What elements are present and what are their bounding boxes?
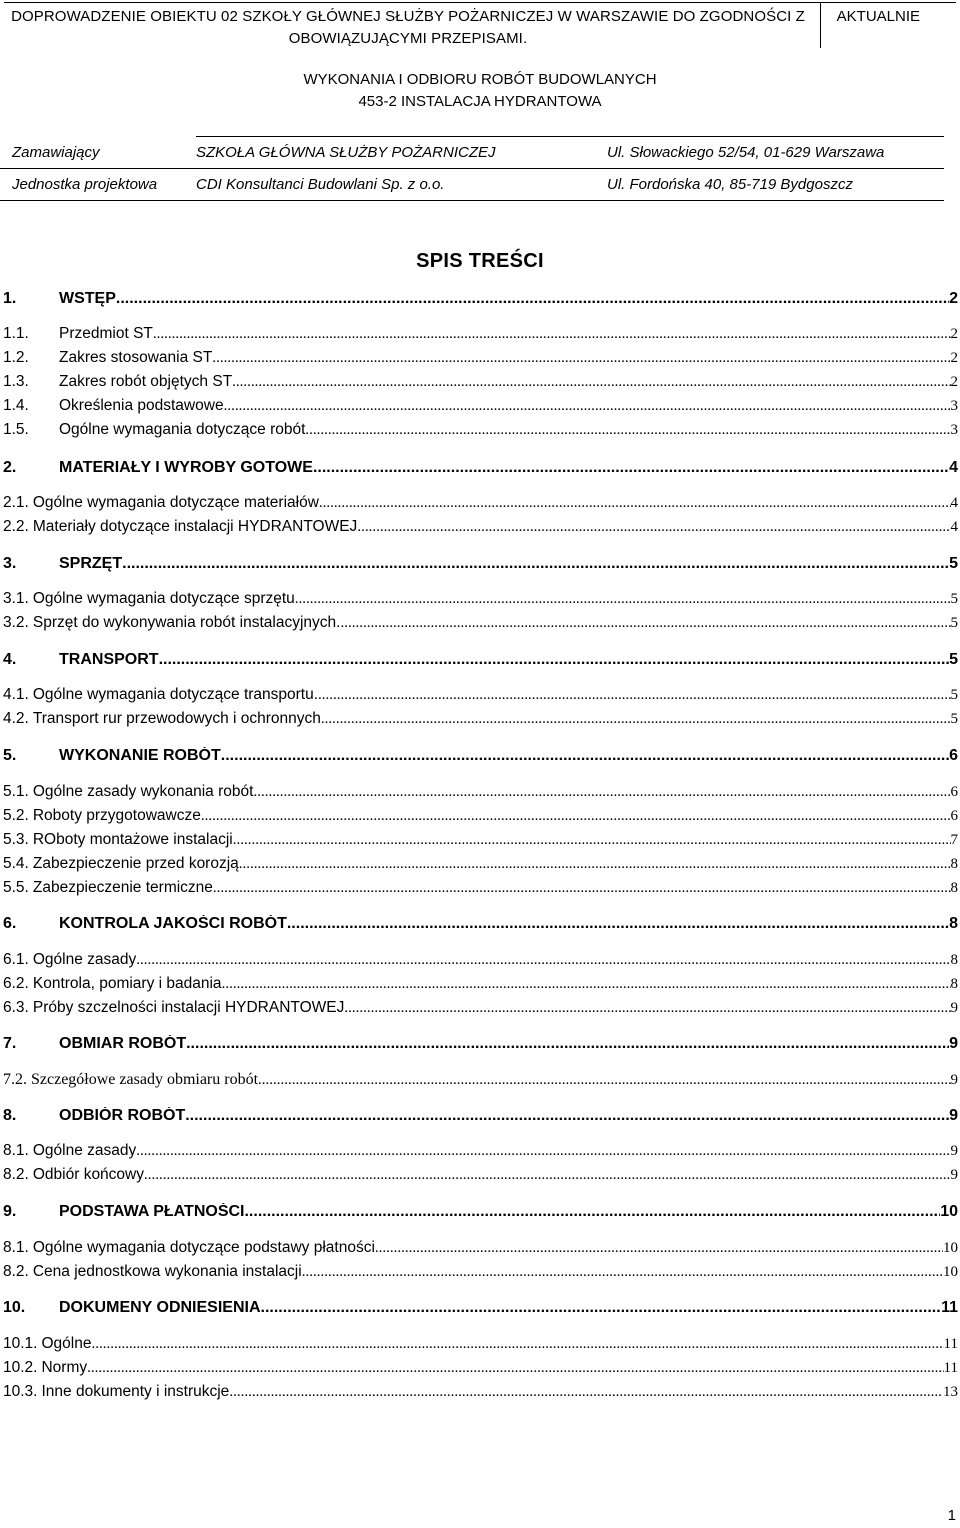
toc-entry[interactable] [3, 686, 958, 708]
toc-num: 6.3. [3, 999, 29, 1016]
toc-leader [221, 747, 949, 765]
toc-entry[interactable] [3, 975, 958, 997]
toc-page: 3 [950, 398, 958, 414]
toc-text: Cena jednostkowa wykonania instalacji [32, 1263, 302, 1280]
toc-leader [305, 422, 950, 439]
status-label: AKTUALNIE [836, 8, 920, 25]
toc-leader [340, 615, 950, 632]
toc-page: 6 [949, 747, 958, 764]
toc-text: Ogólne zasady [32, 1142, 137, 1159]
toc-text: WYKONANIE ROBÓT [59, 747, 221, 764]
toc-leader [232, 374, 950, 391]
toc-num: 8.1. [3, 1142, 29, 1159]
toc-leader [253, 784, 950, 801]
toc-num: 2.2. [3, 518, 29, 535]
toc-text: Inne dokumenty i instrukcje [41, 1383, 230, 1400]
toc-text: SPRZĘT [59, 555, 123, 572]
toc-text: Roboty przygotowawcze [32, 807, 201, 824]
toc-entry[interactable] [3, 915, 958, 937]
info-rule-bottom [0, 200, 944, 201]
toc-text: Określenia podstawowe [59, 397, 224, 414]
toc-leader [229, 1384, 943, 1401]
toc-title: SPIS TREŚCI [416, 250, 544, 272]
toc-page: 9 [949, 1035, 958, 1052]
toc-leader [357, 519, 950, 536]
toc-text: Zabezpieczenie przed korozją [32, 855, 239, 872]
toc-leader [185, 1107, 949, 1125]
header-top-rule [4, 2, 956, 3]
toc-text: ROboty montażowe instalacji [32, 831, 233, 848]
document-header [0, 0, 960, 50]
toc-leader [87, 1360, 943, 1377]
toc-leader [344, 1000, 950, 1017]
toc-entry[interactable] [3, 1383, 958, 1405]
toc-page: 8 [950, 880, 958, 896]
toc-leader [239, 856, 951, 873]
toc-entry[interactable] [3, 831, 958, 853]
toc-num: 1. [3, 290, 17, 307]
header-divider [820, 2, 821, 48]
toc-entry[interactable] [3, 1071, 958, 1093]
toc-text: Szczegółowe zasady obmiaru robót [31, 1071, 259, 1088]
toc-page: 4 [950, 519, 958, 535]
toc-entry[interactable] [3, 747, 958, 769]
toc-entry[interactable] [3, 421, 958, 443]
toc-text: Ogólne zasady [32, 951, 137, 968]
toc-page: 8 [950, 856, 958, 872]
toc-text: OBMIAR ROBÓT [59, 1035, 187, 1052]
toc-leader [224, 398, 951, 415]
toc-entry[interactable] [3, 290, 958, 312]
client-name: SZKOŁA GŁÓWNA SŁUŻBY POŻARNICZEJ [196, 144, 496, 161]
toc-page: 6 [950, 808, 958, 824]
toc-leader [136, 952, 950, 969]
toc-entry[interactable] [3, 951, 958, 973]
toc-leader [91, 1336, 943, 1353]
toc-num: 5.3. [3, 831, 29, 848]
document-title: DOPROWADZENIE OBIEKTU 02 SZKOŁY GŁÓWNEJ SŁUŻBY POŻARNICZEJ W WARSZAWIE DO ZGODNOŚCI Z OBOWIĄZUJĄCYMI PRZEPISAMI. [11, 8, 805, 47]
toc-entry[interactable] [3, 1203, 958, 1225]
spec-subtitle: WYKONANIA I ODBIORU ROBÓT BUDOWLANYCH [303, 71, 657, 88]
client-label: Zamawiający [12, 144, 100, 161]
toc-entry[interactable] [3, 651, 958, 673]
toc-num: 3.1. [3, 590, 29, 607]
toc-leader [213, 880, 951, 897]
toc-page: 11 [943, 1360, 958, 1376]
toc-text: Przedmiot ST [59, 325, 153, 342]
designer-name: CDI Konsultanci Budowlani Sp. z o.o. [196, 176, 445, 193]
toc-num: 6. [3, 915, 17, 932]
toc-text: Normy [41, 1359, 88, 1376]
toc-num: 6.1. [3, 951, 29, 968]
toc-leader [222, 976, 951, 993]
toc-page: 8 [949, 915, 958, 932]
toc-num: 5.2. [3, 807, 29, 824]
toc-num: 10.1. [3, 1335, 38, 1352]
toc-num: 7. [3, 1035, 17, 1052]
toc-text: ODBIÓR ROBÓT [59, 1107, 186, 1124]
toc-text: Ogólne zasady wykonania robót [32, 783, 254, 800]
toc-page: 5 [949, 651, 958, 668]
toc-entry[interactable] [3, 1166, 958, 1188]
toc-page: 4 [949, 459, 958, 476]
toc-num: 10. [3, 1299, 26, 1316]
toc-entry[interactable] [3, 349, 958, 371]
toc-num: 1.1. [3, 325, 29, 342]
toc-page: 2 [950, 374, 958, 390]
designer-label: Jednostka projektowa [12, 176, 158, 193]
toc-leader [186, 1035, 949, 1053]
toc-leader [318, 687, 950, 704]
toc-entry[interactable] [3, 999, 958, 1021]
toc-entry[interactable] [3, 325, 958, 347]
toc-num: 10.2. [3, 1359, 38, 1376]
toc-text: Zakres stosowania ST [59, 349, 213, 366]
toc-page: 5 [949, 555, 958, 572]
toc-text: PODSTAWA PŁATNOŚCI [59, 1203, 245, 1220]
toc-text: Zabezpieczenie termiczne [32, 879, 213, 896]
toc-leader [159, 651, 950, 669]
toc-leader [287, 915, 949, 933]
toc-num: 5. [3, 747, 17, 764]
toc-leader [244, 1203, 940, 1221]
toc-leader [116, 290, 949, 308]
toc-text: KONTROLA JAKOŚCI ROBÓT [59, 915, 287, 932]
toc-num: 1.3. [3, 373, 29, 390]
toc-page: 2 [950, 350, 958, 366]
toc-leader [136, 1143, 950, 1160]
toc-page: 9 [949, 1107, 958, 1124]
toc-text: DOKUMENY ODNIESIENIA [59, 1299, 261, 1316]
toc-entry[interactable] [3, 1107, 958, 1129]
client-row [0, 137, 960, 169]
toc-page: 6 [950, 784, 958, 800]
client-address: Ul. Słowackiego 52/54, 01-629 Warszawa [607, 144, 885, 161]
toc-leader [321, 711, 951, 728]
toc-num: 5.5. [3, 879, 29, 896]
toc-text: Ogólne wymagania dotyczące podstawy płatności [32, 1239, 375, 1256]
toc-page: 2 [950, 326, 958, 342]
toc-entry[interactable] [3, 555, 958, 577]
toc-page: 10 [940, 1203, 958, 1220]
toc-leader [313, 459, 949, 477]
toc-num: 1.4. [3, 397, 29, 414]
toc-entry[interactable] [3, 1299, 958, 1321]
toc-num: 8. [3, 1107, 17, 1124]
toc-entry[interactable] [3, 494, 958, 516]
toc-num: 4.2. [3, 710, 29, 727]
toc-num: 5.4. [3, 855, 29, 872]
toc-num: 10.3. [3, 1383, 38, 1400]
toc-num: 9. [3, 1203, 17, 1220]
toc-leader [375, 1240, 943, 1257]
toc-entry[interactable] [3, 1335, 958, 1357]
toc-page: 9 [950, 1143, 958, 1159]
toc-page: 8 [950, 976, 958, 992]
toc-num: 5.1. [3, 783, 29, 800]
toc-entry[interactable] [3, 590, 958, 612]
toc-page: 9 [950, 1167, 958, 1183]
toc-leader [153, 326, 951, 343]
toc-leader [122, 555, 949, 573]
toc-page: 10 [943, 1264, 958, 1280]
toc-entry[interactable] [3, 1035, 958, 1057]
toc-text: Ogólne wymagania dotyczące transportu. [32, 686, 319, 703]
toc-text: Zakres robót objętych ST [59, 373, 233, 390]
toc-leader [319, 495, 951, 512]
toc-entry[interactable] [3, 1359, 958, 1381]
toc-text: TRANSPORT [59, 651, 159, 668]
toc-leader [201, 808, 951, 825]
toc-num: 3.2. [3, 614, 29, 631]
toc-page: 4 [950, 495, 958, 511]
designer-row [0, 169, 960, 201]
toc-entry[interactable] [3, 783, 958, 805]
spec-code-title: 453-2 INSTALACJA HYDRANTOWA [358, 93, 602, 110]
toc-num: 8.2. [3, 1166, 29, 1183]
toc-leader [144, 1167, 951, 1184]
toc-page: 7 [950, 832, 958, 848]
toc-text: Kontrola, pomiary i badania [32, 975, 222, 992]
toc-entry[interactable] [3, 459, 958, 481]
toc-num: 6.2. [3, 975, 29, 992]
toc-entry[interactable] [3, 614, 958, 636]
toc-text: WSTĘP [59, 290, 116, 307]
toc-page: 13 [943, 1384, 958, 1400]
toc-page: 5 [950, 687, 958, 703]
toc-page: 3 [950, 422, 958, 438]
toc-entry[interactable] [3, 807, 958, 829]
toc-text: Ogólne [41, 1335, 92, 1352]
toc-text: Ogólne wymagania dotyczące sprzętu [32, 590, 295, 607]
toc-text: Ogólne wymagania dotyczące robót [59, 421, 306, 438]
toc-entry[interactable] [3, 1263, 958, 1285]
toc-num: 8.2. [3, 1263, 29, 1280]
toc-entry[interactable] [3, 1239, 958, 1261]
toc-entry[interactable] [3, 855, 958, 877]
page-number: 1 [947, 1507, 956, 1524]
toc-page: 10 [943, 1240, 958, 1256]
toc-page: 11 [941, 1299, 958, 1316]
toc-num: 1.2. [3, 349, 29, 366]
toc-text: Transport rur przewodowych i ochronnych [32, 710, 321, 727]
toc-page: 8 [950, 952, 958, 968]
toc-page: 9 [950, 1000, 958, 1016]
toc-page: 11 [943, 1336, 958, 1352]
toc-page: 5 [950, 591, 958, 607]
toc-leader [233, 832, 951, 849]
toc-page: 9 [950, 1072, 958, 1088]
toc-num: 4. [3, 651, 17, 668]
toc-text: Ogólne wymagania dotyczące materiałów [32, 494, 319, 511]
toc-entry[interactable] [3, 1142, 958, 1164]
toc-text: MATERIAŁY I WYROBY GOTOWE [59, 459, 313, 476]
toc-num: 3. [3, 555, 17, 572]
toc-leader [295, 591, 951, 608]
toc-text: Próby szczelności instalacji HYDRANTOWEJ [32, 999, 345, 1016]
toc-leader [258, 1072, 950, 1089]
toc-leader [212, 350, 950, 367]
toc-num: 2.1. [3, 494, 29, 511]
toc-num: 7.2. [3, 1071, 27, 1088]
toc-entry[interactable] [3, 710, 958, 732]
toc-text: Odbiór końcowy [32, 1166, 144, 1183]
toc-num: 2. [3, 459, 17, 476]
toc-entry[interactable] [3, 518, 958, 540]
toc-page: 2 [949, 290, 958, 307]
toc-num: 8.1. [3, 1239, 29, 1256]
toc-text: Materiały dotyczące instalacji HYDRANTOWEJ [32, 518, 358, 535]
toc-entry[interactable] [3, 397, 958, 419]
toc-leader [261, 1299, 942, 1317]
toc-num: 4.1. [3, 686, 29, 703]
toc-page: 5 [950, 711, 958, 727]
designer-address: Ul. Fordońska 40, 85-719 Bydgoszcz [607, 176, 853, 193]
toc-entry[interactable] [3, 879, 958, 901]
toc-leader [302, 1264, 943, 1281]
toc-num: 1.5. [3, 421, 29, 438]
toc-page: 5 [950, 615, 958, 631]
toc-text: Sprzęt do wykonywania robót instalacyjnych. [32, 614, 341, 631]
toc-entry[interactable] [3, 373, 958, 395]
